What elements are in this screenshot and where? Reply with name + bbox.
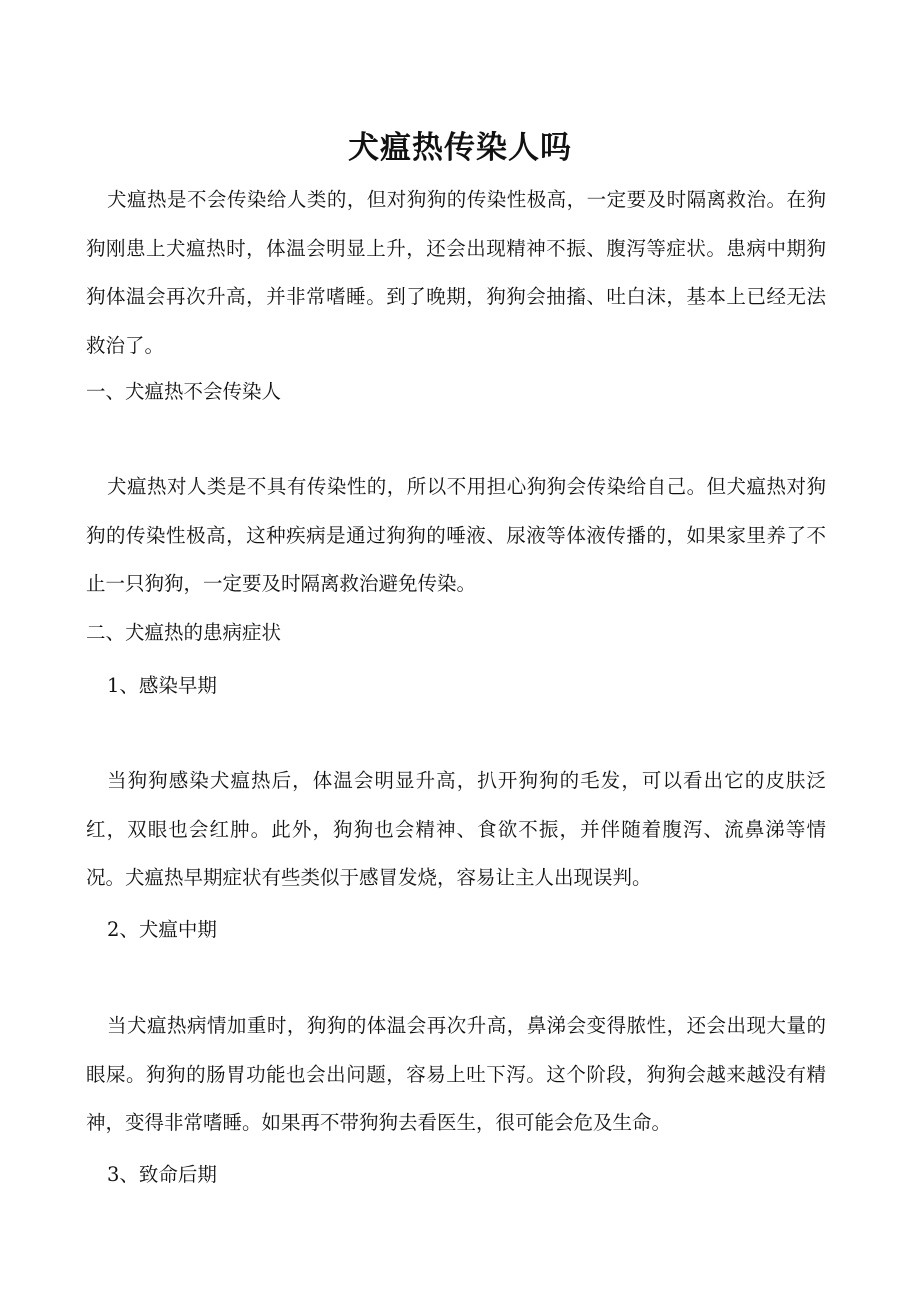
stage-heading-middle: 2、犬瘟中期 (107, 918, 217, 941)
intro-paragraph: 犬瘟热是不会传染给人类的，但对狗狗的传染性极高，一定要及时隔离救治。在狗狗刚患上犬瘟热时，体温会明显上升，还会出现精神不振、腹泻等症状。患病中期狗狗体温会再次升高，并非常嗜睡。到了晚期，狗狗会抽搐、吐白沫，基本上已经无法救治了。 (86, 188, 826, 357)
stage-middle-paragraph: 当犬瘟热病情加重时，狗狗的体温会再次升高，鼻涕会变得脓性，还会出现大量的眼屎。狗狗的肠胃功能也会出问题，容易上吐下泻。这个阶段，狗狗会越来越没有精神，变得非常嗜睡。如果再不带狗狗去看医生，很可能会危及生命。 (86, 1014, 826, 1134)
stage-heading-early: 1、感染早期 (107, 674, 217, 697)
section-1-paragraph: 犬瘟热对人类是不具有传染性的，所以不用担心狗狗会传染给自己。但犬瘟热对狗狗的传染性极高，这种疾病是通过狗狗的唾液、尿液等体液传播的，如果家里养了不止一只狗狗，一定要及时隔离救治避免传染。 (86, 475, 826, 595)
stage-heading-late: 3、致命后期 (107, 1163, 217, 1186)
section-heading-1: 一、犬瘟热不会传染人 (86, 380, 282, 403)
section-heading-2: 二、犬瘟热的患病症状 (86, 621, 282, 644)
stage-early-paragraph: 当狗狗感染犬瘟热后，体温会明显升高，扒开狗狗的毛发，可以看出它的皮肤泛红，双眼也会红肿。此外，狗狗也会精神、食欲不振，并伴随着腹泻、流鼻涕等情况。犬瘟热早期症状有些类似于感冒发烧，容易让主人出现误判。 (86, 769, 826, 889)
document-title: 犬瘟热传染人吗 (348, 130, 572, 166)
